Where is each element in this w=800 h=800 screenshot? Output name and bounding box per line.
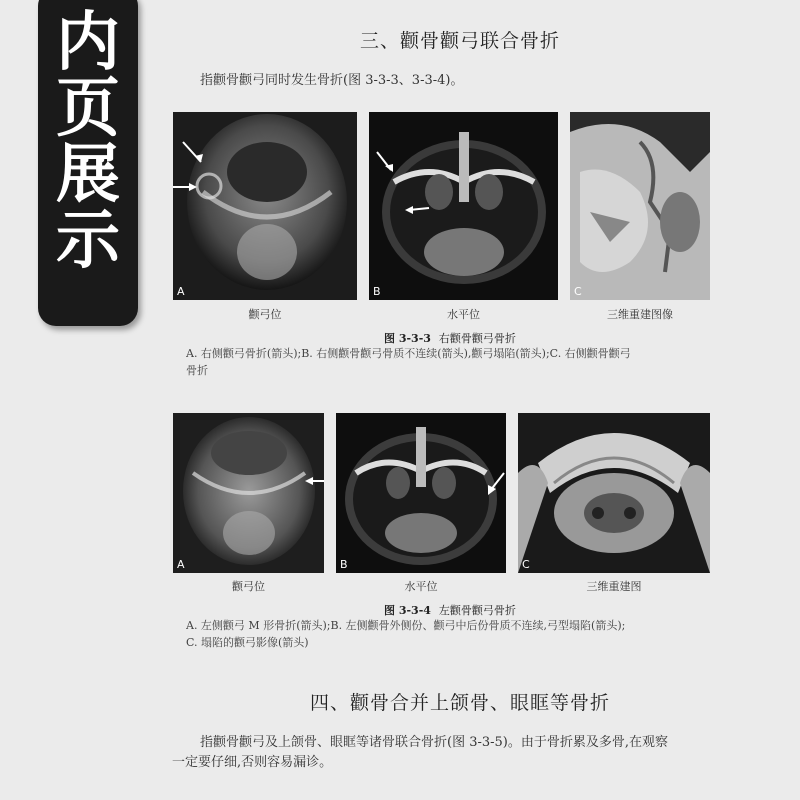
- 3d-reconstruction-image-4c: [518, 413, 710, 573]
- 3d-reconstruction-image-3c: [570, 112, 710, 300]
- figure-caption-line: A. 左侧颧弓 M 形骨折(箭头);B. 左侧颧骨外侧份、颧弓中后份骨质不连续,弓型塌陷(箭头);: [186, 619, 626, 632]
- figure-title-text: 右颧骨颧弓骨折: [438, 332, 516, 345]
- xray-image-3a: [173, 112, 357, 300]
- section-body-line: 指颧骨颧弓及上颌骨、眼眶等诸骨联合骨折(图 3-3-5)。由于骨折累及多骨,在观察: [200, 735, 669, 750]
- figure-title: [384, 330, 516, 346]
- section-heading-3: 三、颧骨颧弓联合骨折: [359, 30, 560, 52]
- panel-label: 三维重建图: [586, 580, 642, 593]
- side-tab-badge: [38, 0, 138, 326]
- figure-caption-line: A. 右侧颧弓骨折(箭头);B. 右侧颧骨颧弓骨质不连续(箭头),颧弓塌陷(箭头);C. 右侧颧骨颧弓: [186, 347, 631, 360]
- xray-image-4a: [173, 413, 324, 573]
- ct-image-3b: [369, 112, 558, 300]
- side-tab-char: 示: [56, 204, 120, 278]
- figure-title-text: 左颧骨颧弓骨折: [438, 604, 516, 617]
- panel-tag: B: [340, 558, 348, 571]
- panel-label: 颧弓位: [232, 580, 265, 593]
- panel-tag: C: [574, 285, 582, 298]
- figure-caption-line: C. 塌陷的颧弓影像(箭头): [186, 636, 309, 649]
- side-tab-char: 展: [56, 138, 120, 212]
- section-heading-4: 四、颧骨合并上颌骨、眼眶等骨折: [309, 692, 610, 714]
- panel-label: 颧弓位: [248, 308, 282, 321]
- panel-label: 水平位: [404, 580, 438, 593]
- figure-title: [384, 602, 516, 618]
- side-tab-char: 内: [56, 6, 120, 80]
- panel-tag: B: [373, 285, 381, 298]
- panel-tag: A: [177, 558, 185, 571]
- panel-label: 水平位: [447, 308, 480, 321]
- figure-number: 图 3-3-4: [384, 604, 431, 617]
- ct-image-4b: [336, 413, 506, 573]
- section-body-line: 一定要仔细,否则容易漏诊。: [172, 755, 333, 770]
- panel-tag: A: [177, 285, 185, 298]
- side-tab-char: 页: [56, 72, 120, 146]
- figure-number: 图 3-3-3: [384, 332, 431, 345]
- section-intro: 指颧骨颧弓同时发生骨折(图 3-3-3、3-3-4)。: [200, 73, 464, 88]
- panel-label: 三维重建图像: [607, 308, 673, 321]
- panel-tag: C: [522, 558, 530, 571]
- figure-caption-line: 骨折: [186, 364, 208, 377]
